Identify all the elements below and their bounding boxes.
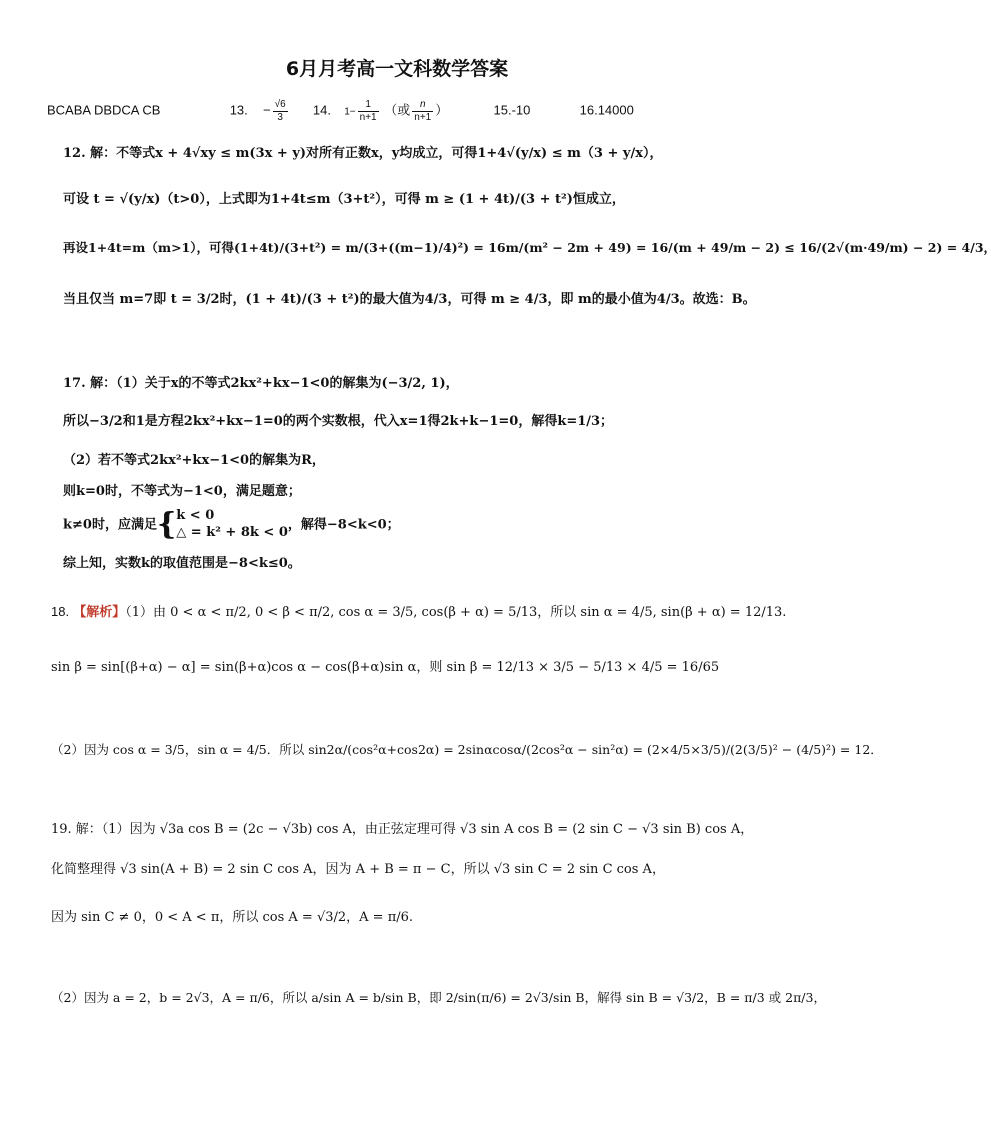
q17-condition-result: ，解得−8<k<0； xyxy=(287,517,400,533)
q17-line-5 xyxy=(63,508,400,542)
q18-line-1-text: （1）由 0 < α < π/2, 0 < β < π/2, cos α = 3/5, cos(β + α) = 5/13，所以 sin α = 4/5, sin(β + α) = 12/13. xyxy=(125,605,787,620)
q14-label: 14. xyxy=(312,102,331,118)
q19-line-3: 因为 sin C ≠ 0，0 < A < π，所以 cos A = √3/2，A = π/6. xyxy=(51,910,414,925)
q18-label: 18. xyxy=(51,604,70,619)
q18-line-2: sin β = sin[(β+α) − α] = sin(β+α)cos α − cos(β+α)sin α，则 sin β = 12/13 × 3/5 − 5/13 × 4/5 = 16/65 xyxy=(51,660,720,675)
q16-answer: 16.14000 xyxy=(579,102,634,118)
q14-fraction: $\frac{1}{n+1}$ xyxy=(359,99,377,123)
q19-line-1: 19. 解：（1）因为 √3a cos B = (2c − √3b) cos A，由正弦定理可得 √3 sin A cos B = (2 sin C − √3 sin B) cos A， xyxy=(51,822,754,837)
choice-answers: BCABA DBDCA CB xyxy=(47,102,161,118)
q18-line-1 xyxy=(51,604,786,621)
q17-line-4: 则k=0时，不等式为−1<0，满足题意； xyxy=(63,484,301,499)
q12-line-2: 可设 t = √(y/x)（t>0），上式即为1+4t≤m（3+t²），可得 m ≥ (1 + 4t)/(3 + t²)恒成立， xyxy=(63,192,625,207)
q13-sign: − xyxy=(263,102,271,118)
q17-condition-1: k < 0 xyxy=(176,508,215,523)
q12-line-4: 当且仅当 m=7即 t = 3/2时，(1 + 4t)/(3 + t²)的最大值为4/3，可得 m ≥ 4/3，即 m的最小值为4/3。故选：B。 xyxy=(63,292,756,307)
q12-line-1: 12. 解：不等式x + 4√xy ≤ m(3x + y)对所有正数x，y均成立，可得1+4√(y/x) ≤ m（3 + y/x）， xyxy=(63,146,663,161)
answer-key-row xyxy=(47,99,634,123)
q14-or: （或 xyxy=(384,102,411,118)
q12-line-3: 再设1+4t=m（m>1），可得(1+4t)/(3+t²) = m/(3+((m−1)/4)²) = 16m/(m² − 2m + 49) = 16/(m + 49/m − 2) ≤ 16/(2√(m·49/m) − 2) = 4/3， xyxy=(63,240,996,255)
q14-prefix: 1− xyxy=(344,106,356,118)
q15-answer: 15.-10 xyxy=(493,102,531,118)
q17-condition-lead: k≠0时，应满足 xyxy=(63,517,157,533)
q17-line-6: 综上知，实数k的取值范围是−8<k≤0。 xyxy=(63,556,301,571)
q14-close: ） xyxy=(435,102,449,118)
q17-condition-2: △ = k² + 8k < 0 xyxy=(176,524,288,540)
brace-glyph: { xyxy=(156,506,177,542)
q17-line-3: （2）若不等式2kx²+kx−1<0的解集为R， xyxy=(63,453,325,468)
q17-line-2: 所以−3/2和1是方程2kx²+kx−1=0的两个实数根，代入x=1得2k+k−1=0，解得k=1/3； xyxy=(63,414,614,429)
q14-fraction-alt: $\frac{n}{n+1}$ xyxy=(414,99,432,123)
q19-line-4: （2）因为 a = 2，b = 2√3，A = π/6，所以 a/sin A = b/sin B，即 2/sin(π/6) = 2√3/sin B，解得 sin B = √3/2，B = π/3 或 2π/3， xyxy=(51,990,826,1005)
q17-condition-system xyxy=(176,508,288,542)
page-title: 6月月考高一文科数学答案 xyxy=(285,58,509,80)
q17-line-1: 17. 解：（1）关于x的不等式2kx²+kx−1<0的解集为(−3/2, 1)， xyxy=(63,376,459,391)
q19-line-2: 化简整理得 √3 sin(A + B) = 2 sin C cos A，因为 A + B = π − C，所以 √3 sin C = 2 sin C cos A， xyxy=(51,862,665,877)
q18-tag: 【解析】 xyxy=(73,605,126,620)
q13-label: 13. xyxy=(229,102,248,118)
q18-line-3: （2）因为 cos α = 3/5，sin α = 4/5．所以 sin2α/(cos²α+cos2α) = 2sinαcosα/(2cos²α − sin²α) = (2×4/5×3/5)/(2(3/5)² − (4/5)²) = 12． xyxy=(51,742,883,757)
q13-fraction: $\frac{√6}{3}$ xyxy=(274,99,286,123)
